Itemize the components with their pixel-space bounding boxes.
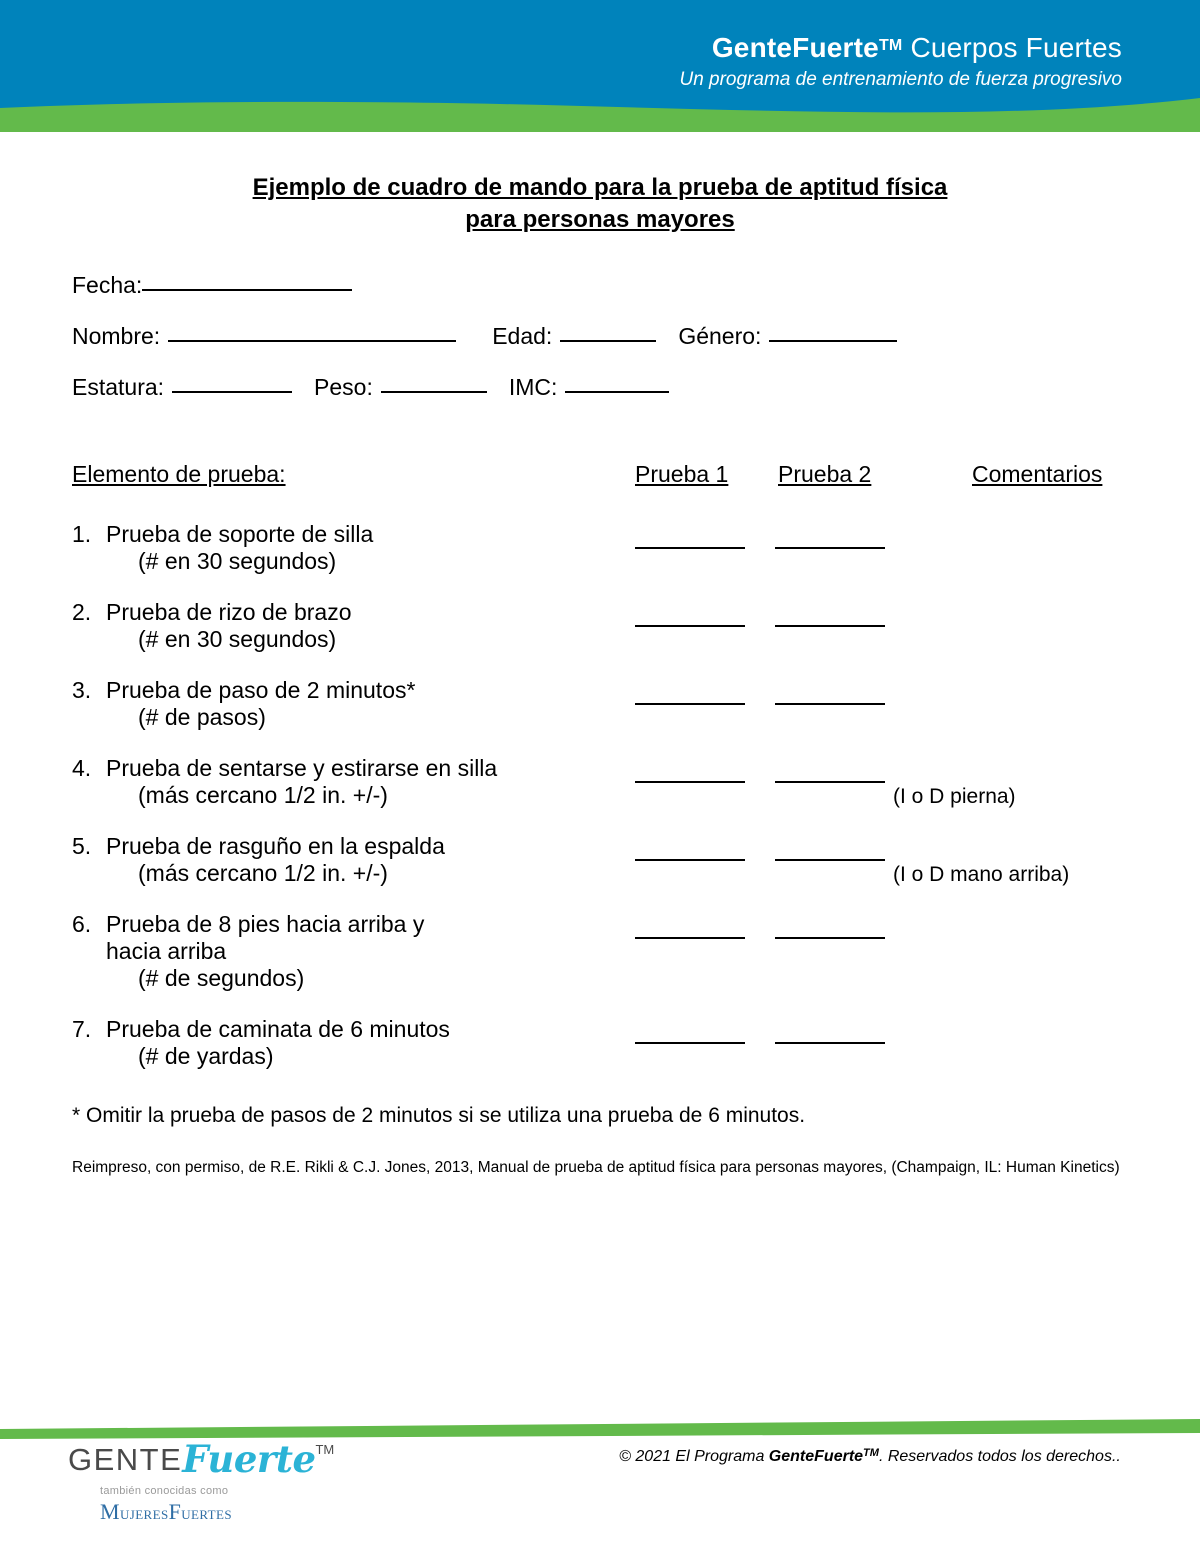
answer-fields bbox=[635, 859, 1070, 886]
bmi-input[interactable] bbox=[565, 391, 669, 393]
trial1-input[interactable] bbox=[635, 781, 745, 783]
test-item-continuation: hacia arriba bbox=[106, 937, 227, 964]
row-comment: (I o D mano arriba) bbox=[893, 862, 1070, 886]
logo-fuertes-rest: uertes bbox=[181, 1503, 232, 1524]
page-header bbox=[0, 0, 1200, 132]
age-label: Edad: bbox=[492, 322, 553, 349]
page-title-line2: para personas mayores bbox=[465, 205, 735, 233]
test-item-text bbox=[72, 521, 632, 575]
trial2-input[interactable] bbox=[775, 937, 885, 939]
logo-fuerte: Fuerte bbox=[182, 1437, 316, 1481]
date-input[interactable] bbox=[142, 289, 352, 291]
logo-mujeres-fuertes bbox=[100, 1499, 308, 1525]
test-item-text bbox=[72, 911, 632, 992]
header-text-block bbox=[679, 30, 1122, 93]
trial2-input[interactable] bbox=[775, 859, 885, 861]
test-items-table bbox=[0, 461, 1200, 1070]
test-item-name: Prueba de caminata de 6 minutos bbox=[106, 1015, 450, 1042]
table-row bbox=[72, 911, 1140, 992]
test-item-name: Prueba de paso de 2 minutos* bbox=[106, 676, 416, 703]
page-footer bbox=[0, 1413, 1200, 1553]
test-item-unit: (más cercano 1/2 in. +/-) bbox=[138, 781, 388, 808]
logo-fuertes-f: F bbox=[168, 1499, 182, 1524]
test-item-number: 1. bbox=[72, 520, 92, 547]
answer-fields bbox=[635, 703, 1065, 723]
table-row bbox=[72, 599, 1140, 653]
footer-divider-rule bbox=[0, 1413, 1200, 1441]
page-title-line1: Ejemplo de cuadro de mando para la prueba de aptitud física bbox=[252, 174, 948, 201]
height-input[interactable] bbox=[172, 391, 292, 393]
table-row bbox=[72, 833, 1140, 887]
test-item-text bbox=[72, 833, 632, 887]
trial1-input[interactable] bbox=[635, 547, 745, 549]
logo-mujeres-rest: ujeres bbox=[119, 1503, 169, 1524]
field-row-identity bbox=[72, 323, 1200, 350]
answer-fields bbox=[635, 1042, 1065, 1062]
row-comment: (I o D pierna) bbox=[893, 784, 1016, 808]
header-brand: GenteFuerte bbox=[711, 32, 879, 63]
trial1-input[interactable] bbox=[635, 859, 745, 861]
table-row bbox=[72, 677, 1140, 731]
test-item-name: Prueba de rizo de brazo bbox=[106, 598, 352, 625]
trial1-input[interactable] bbox=[635, 625, 745, 627]
gender-input[interactable] bbox=[769, 340, 897, 342]
table-row bbox=[72, 1016, 1140, 1070]
copyright-pre: © 2021 El Programa bbox=[619, 1448, 769, 1465]
table-row bbox=[72, 521, 1140, 575]
height-label: Estatura: bbox=[72, 373, 165, 400]
header-title bbox=[679, 30, 1122, 65]
document-body bbox=[0, 132, 1200, 1180]
header-subtitle: Un programa de entrenamiento de fuerza progresivo bbox=[679, 69, 1122, 90]
participant-fields bbox=[0, 272, 1200, 401]
trial1-input[interactable] bbox=[635, 937, 745, 939]
gender-label: Género: bbox=[678, 322, 762, 349]
test-item-text bbox=[72, 677, 632, 731]
test-item-number: 4. bbox=[72, 754, 92, 781]
answer-fields bbox=[635, 547, 1065, 567]
logo-alias-text: también conocidas como bbox=[100, 1485, 229, 1497]
trial2-input[interactable] bbox=[775, 1042, 885, 1044]
trial2-input[interactable] bbox=[775, 703, 885, 705]
copyright-brand: GenteFuerte bbox=[768, 1448, 864, 1465]
test-item-unit: (# en 30 segundos) bbox=[138, 625, 337, 652]
test-item-number: 3. bbox=[72, 676, 92, 703]
test-item-text bbox=[72, 755, 632, 809]
name-input[interactable] bbox=[168, 340, 456, 342]
test-item-number: 7. bbox=[72, 1015, 92, 1042]
test-item-title bbox=[72, 599, 632, 626]
test-item-title bbox=[72, 755, 632, 782]
test-item-title bbox=[72, 911, 632, 938]
column-header-trial2: Prueba 2 bbox=[778, 460, 872, 487]
logo-gente: GENTE bbox=[68, 1442, 183, 1477]
age-input[interactable] bbox=[560, 340, 656, 342]
copyright-post: . Reservados todos los derechos.. bbox=[878, 1448, 1121, 1465]
answer-fields bbox=[635, 625, 1065, 645]
test-item-number: 2. bbox=[72, 598, 92, 625]
test-item-title bbox=[72, 1016, 632, 1043]
test-item-text bbox=[72, 1016, 632, 1070]
header-brand-tm: TM bbox=[878, 37, 903, 54]
page-title bbox=[0, 172, 1200, 236]
test-item-name: Prueba de sentarse y estirarse en silla bbox=[106, 754, 498, 781]
table-row bbox=[72, 755, 1140, 809]
answer-fields bbox=[635, 937, 1065, 957]
field-row-date bbox=[72, 272, 1200, 299]
weight-input[interactable] bbox=[381, 391, 487, 393]
footnote: * Omitir la prueba de pasos de 2 minutos si se utiliza una prueba de 6 minutos. bbox=[72, 1103, 806, 1127]
footer-logo bbox=[68, 1437, 335, 1537]
copyright-tm: TM bbox=[863, 1447, 879, 1459]
column-header-trial1: Prueba 1 bbox=[635, 460, 729, 487]
bmi-label: IMC: bbox=[508, 373, 558, 400]
test-item-number: 6. bbox=[72, 910, 92, 937]
test-item-name: Prueba de rasguño en la espalda bbox=[106, 832, 445, 859]
name-label: Nombre: bbox=[72, 322, 161, 349]
answer-fields bbox=[635, 781, 1065, 808]
field-row-measurements bbox=[72, 374, 1200, 401]
test-item-number: 5. bbox=[72, 832, 92, 859]
table-header-row bbox=[72, 461, 1140, 497]
trial2-input[interactable] bbox=[775, 781, 885, 783]
weight-label: Peso: bbox=[314, 373, 373, 400]
logo-wordmark bbox=[68, 1437, 335, 1481]
test-item-unit: (# de pasos) bbox=[138, 703, 266, 730]
column-header-item: Elemento de prueba: bbox=[72, 460, 286, 487]
test-item-unit: (más cercano 1/2 in. +/-) bbox=[138, 859, 388, 886]
test-item-unit: (# en 30 segundos) bbox=[138, 547, 337, 574]
header-title-rest: Cuerpos Fuertes bbox=[902, 32, 1122, 63]
logo-tm: TM bbox=[315, 1442, 335, 1457]
citation: Reimpreso, con permiso, de R.E. Rikli & C.J. Jones, 2013, Manual de prueba de aptitud física para personas mayores, (Champaign, IL: Human Kinetics) bbox=[72, 1158, 1120, 1176]
logo-mujeres-m: M bbox=[100, 1499, 120, 1524]
test-item-title bbox=[72, 521, 632, 548]
date-label: Fecha: bbox=[72, 271, 143, 298]
trial2-input[interactable] bbox=[775, 547, 885, 549]
test-item-unit: (# de yardas) bbox=[138, 1042, 274, 1069]
test-item-title bbox=[72, 833, 632, 860]
test-item-unit: (# de segundos) bbox=[138, 964, 305, 991]
trial1-input[interactable] bbox=[635, 1042, 745, 1044]
footer-copyright bbox=[600, 1447, 1140, 1466]
trial1-input[interactable] bbox=[635, 703, 745, 705]
column-header-comments: Comentarios bbox=[972, 460, 1103, 487]
test-item-name: Prueba de soporte de silla bbox=[106, 520, 374, 547]
test-item-text bbox=[72, 599, 632, 653]
trial2-input[interactable] bbox=[775, 625, 885, 627]
test-item-name: Prueba de 8 pies hacia arriba y bbox=[106, 910, 425, 937]
test-item-title bbox=[72, 677, 632, 704]
